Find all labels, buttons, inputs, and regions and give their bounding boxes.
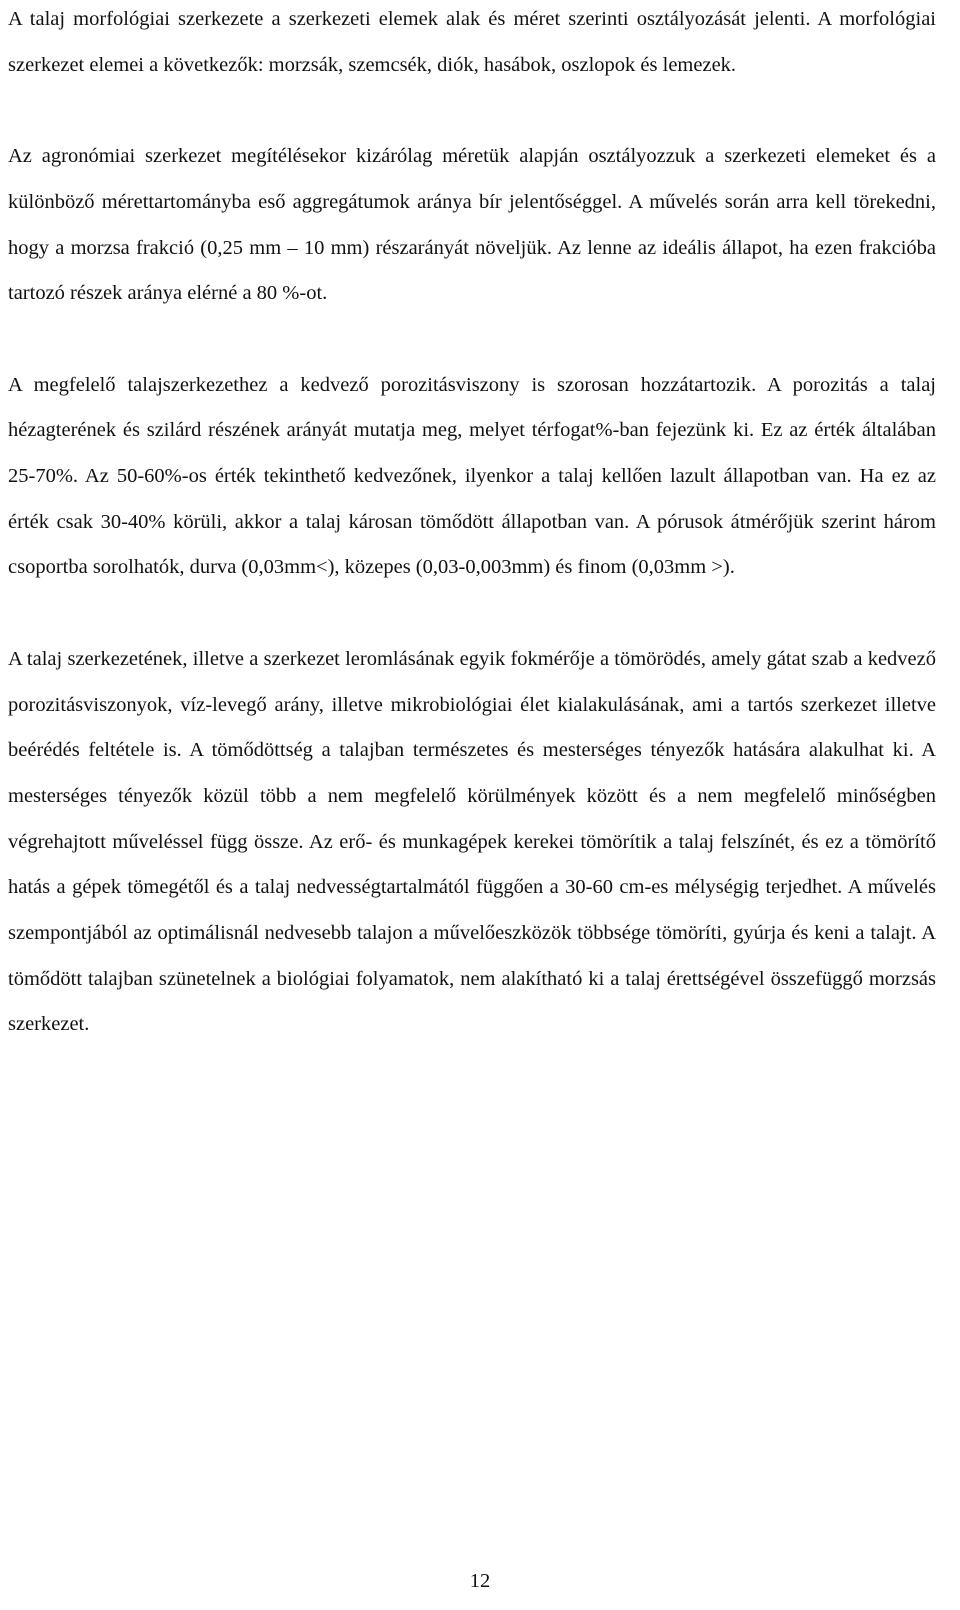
document-page bbox=[8, 0, 936, 1048]
paragraph-gap bbox=[8, 88, 936, 134]
paragraph-porosity: A megfelelő talajszerkezethez a kedvező porozitásviszony is szorosan hozzátartozik. A porozitás a talaj hézagterének és szilárd részének arányát mutatja meg, melyet térfogat%-ban fejezünk ki. Ez az érték általában 25-70%. Az 50-60%-os érték tekinthető kedvezőnek, ilyenkor a talaj kellően lazult állapotban van. Ha ez az érték csak 30-40% körüli, akkor a talaj károsan tömődött állapotban van. A pórusok átmérőjük szerint három csoportba sorolhatók, durva (0,03mm<), közepes (0,03-0,003mm) és finom (0,03mm >). bbox=[8, 373, 936, 579]
page-number: 12 bbox=[469, 1570, 491, 1592]
paragraph-gap bbox=[8, 591, 936, 637]
paragraph-agronomic-structure: Az agronómiai szerkezet megítélésekor kizárólag méretük alapján osztályozzuk a szerkezeti elemeket és a különböző mérettartományba eső aggregátumok aránya bír jelentőséggel. A művelés során arra kell törekedni, hogy a morzsa frakció (0,25 mm – 10 mm) részarányát növeljük. Az lenne az ideális állapot, ha ezen frakcióba tartozó részek aránya elérné a 80 %-ot. bbox=[8, 145, 936, 305]
paragraph-compaction: A talaj szerkezetének, illetve a szerkezet leromlásának egyik fokmérője a tömörödés, amely gátat szab a kedvező porozitásviszonyok, víz-levegő arány, illetve mikrobiológiai élet kialakulásának, ami a tartós szerkezet illetve beérédés feltétele is. A tömődöttség a talajban természetes és mesterséges tényezők hatására alakulhat ki. A mesterséges tényezők közül több a nem megfelelő körülmények között és a nem megfelelő minőségben végrehajtott műveléssel függ össze. Az erő- és munkagépek kerekei tömörítik a talaj felszínét, és ez a tömörítő hatás a gépek tömegétől és a talaj nedvességtartalmától függően a 30-60 cm-es mélységig terjedhet. A művelés szempontjából az optimálisnál nedvesebb talajon a művelőeszközök többsége tömöríti, gyúrja és keni a talajt. A tömődött talajban szünetelnek a biológiai folyamatok, nem alakítható ki a talaj érettségével összefüggő morzsás szerkezet. bbox=[8, 647, 936, 1036]
paragraph-gap bbox=[8, 317, 936, 363]
paragraph-morphological-structure: A talaj morfológiai szerkezete a szerkezeti elemek alak és méret szerinti osztályozását jelenti. A morfológiai szerkezet elemei a következők: morzsák, szemcsék, diók, hasábok, oszlopok és lemezek. bbox=[8, 8, 936, 76]
